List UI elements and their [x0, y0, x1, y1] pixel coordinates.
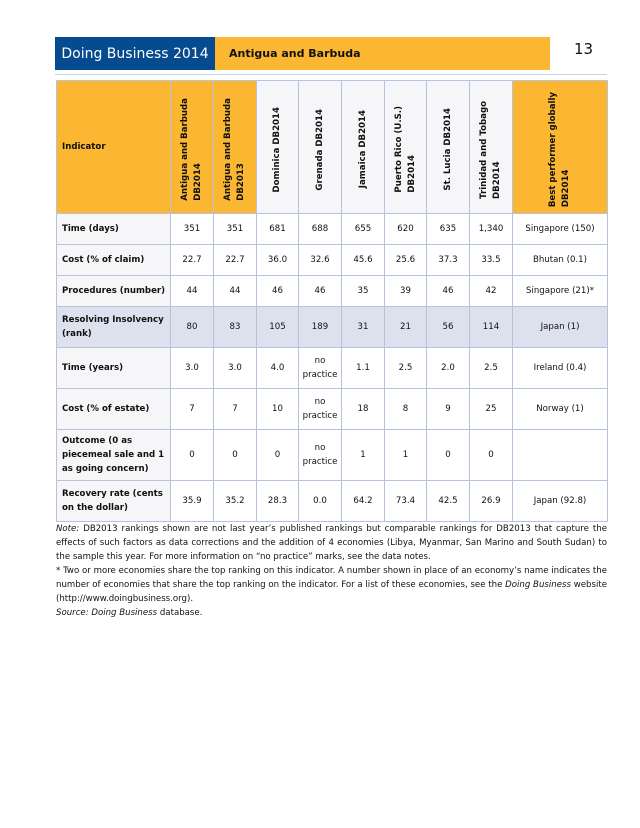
header-line-2: DB2014 [561, 169, 571, 208]
value-cell [257, 245, 299, 276]
indicator-label: Time (years) [57, 348, 171, 389]
column-header [385, 81, 427, 214]
cell-value: 25.6 [395, 255, 416, 265]
cell-value: 8 [402, 404, 409, 414]
value-cell [171, 481, 214, 522]
cell-value: 33.5 [481, 255, 501, 265]
value-cell [427, 430, 470, 481]
header-line-1: Antigua and Barbuda [180, 98, 190, 201]
cell-value: 1.1 [356, 363, 370, 373]
cell-value: 1,340 [478, 224, 504, 234]
table-header-row [57, 81, 608, 214]
footnote-text-end: website (http://www.doingbusiness.org). [56, 580, 608, 604]
value-cell [385, 481, 427, 522]
table-row [57, 348, 608, 389]
value-cell [427, 276, 470, 307]
header-line-1: Dominica DB2014 [272, 106, 282, 193]
value-cell [299, 389, 342, 430]
value-cell [470, 389, 513, 430]
value-cell [171, 214, 214, 245]
cell-value: 655 [354, 224, 372, 234]
best-performer-cell [513, 214, 608, 245]
cell-value: 35.2 [225, 496, 245, 506]
cell-value: 28.3 [267, 496, 288, 506]
cell-value: 22.7 [182, 255, 202, 265]
value-cell [257, 276, 299, 307]
value-cell [171, 307, 214, 348]
header-line-2: DB2014 [193, 163, 203, 201]
value-cell [299, 307, 342, 348]
value-cell [171, 430, 214, 481]
value-cell [342, 276, 385, 307]
cell-value: Japan (92.8) [533, 496, 587, 506]
cell-value: 73.4 [395, 496, 416, 506]
column-header [427, 81, 470, 214]
note-label: Note: [56, 524, 80, 534]
indicator-label: Cost (% of claim) [57, 245, 171, 276]
note-paragraph [56, 522, 607, 564]
resolving-insolvency-table [56, 80, 608, 522]
cell-value: 44 [186, 286, 198, 296]
column-header-label: Indicator [62, 142, 106, 152]
value-cell [342, 307, 385, 348]
indicator-label: Resolving Insolvency (rank) [57, 307, 171, 348]
value-cell [385, 348, 427, 389]
value-cell [299, 276, 342, 307]
value-cell [299, 430, 342, 481]
source-text: database. [157, 608, 203, 618]
value-cell [385, 430, 427, 481]
value-cell [385, 214, 427, 245]
column-header [513, 81, 608, 214]
cell-value: 31 [357, 322, 369, 332]
value-cell [342, 348, 385, 389]
header-line-1: Antigua and Barbuda [223, 98, 233, 201]
best-performer-cell [513, 430, 608, 481]
cell-value: 36.0 [267, 255, 288, 265]
cell-value: Singapore (21)* [525, 286, 595, 296]
footnote-text: * Two or more economies share the top ranking on this indicator. A number shown in place of an economy’s name indicates the number of economies that share the top ranking on the indicator. For a list of these economies, see the [56, 566, 607, 590]
value-cell [427, 245, 470, 276]
cell-value: 351 [226, 224, 244, 234]
cell-value: 681 [269, 224, 286, 234]
cell-value: 0 [274, 450, 281, 460]
cell-value: 46 [272, 286, 283, 296]
column-header-label [271, 99, 284, 193]
value-cell [214, 214, 257, 245]
cell-value: Norway (1) [536, 404, 584, 414]
cell-value: 35.9 [182, 496, 202, 506]
value-cell [214, 245, 257, 276]
value-cell [214, 430, 257, 481]
column-header [214, 81, 257, 214]
table-notes [56, 522, 607, 620]
cell-value: 21 [400, 322, 411, 332]
value-cell [470, 430, 513, 481]
indicator-label: Recovery rate (cents on the dollar) [57, 481, 171, 522]
value-cell [257, 481, 299, 522]
cell-value: 620 [397, 224, 414, 234]
cell-value: 7 [232, 404, 238, 414]
header-line-1: Best performer globally [548, 91, 558, 208]
column-header-label [357, 102, 370, 188]
cell-value: 351 [183, 224, 201, 234]
best-performer-cell [513, 348, 608, 389]
value-cell [427, 307, 470, 348]
value-cell [427, 481, 470, 522]
header-line-2: DB2014 [492, 160, 502, 199]
column-header-label [478, 93, 504, 199]
page-number: 13 [574, 40, 594, 58]
column-header-label [222, 90, 248, 201]
value-cell [257, 348, 299, 389]
cell-value: 42 [485, 286, 497, 296]
column-header-label [547, 84, 573, 207]
table-body [57, 214, 608, 522]
cell-value: 64.2 [353, 496, 373, 506]
cell-value: 7 [189, 404, 195, 414]
column-header [299, 81, 342, 214]
value-cell [342, 245, 385, 276]
value-cell [257, 307, 299, 348]
value-cell [470, 276, 513, 307]
table-row [57, 276, 608, 307]
best-performer-cell [513, 481, 608, 522]
header-divider [55, 74, 607, 75]
value-cell [214, 307, 257, 348]
value-cell [299, 245, 342, 276]
cell-value: 83 [229, 322, 241, 332]
cell-value: Japan (1) [540, 322, 580, 332]
indicator-label: Outcome (0 as piecemeal sale and 1 as going concern) [57, 430, 171, 481]
cell-value: 45.6 [353, 255, 373, 265]
cell-value: 1 [402, 450, 409, 460]
value-cell [342, 430, 385, 481]
value-cell [427, 389, 470, 430]
cell-value: 22.7 [225, 255, 245, 265]
column-header-label [393, 98, 419, 193]
value-cell [299, 214, 342, 245]
value-cell [171, 276, 214, 307]
value-cell [171, 348, 214, 389]
value-cell [470, 481, 513, 522]
table-row [57, 389, 608, 430]
cell-value: 189 [311, 322, 329, 332]
table-row [57, 214, 608, 245]
cell-value: 688 [311, 224, 329, 234]
column-header [342, 81, 385, 214]
cell-value: 0 [189, 450, 195, 460]
value-cell [299, 348, 342, 389]
value-cell [214, 276, 257, 307]
cell-value: 37.3 [438, 255, 458, 265]
value-cell [299, 481, 342, 522]
cell-value: 56 [442, 322, 454, 332]
header-line-1: Puerto Rico (U.S.) [393, 106, 404, 193]
value-cell [257, 214, 299, 245]
cell-value: Bhutan (0.1) [533, 255, 587, 265]
value-cell [257, 389, 299, 430]
table-row [57, 245, 608, 276]
cell-value: 9 [445, 404, 451, 414]
cell-value: no practice [302, 356, 338, 380]
cell-value: 105 [269, 322, 286, 332]
column-header [171, 81, 214, 214]
value-cell [427, 214, 470, 245]
value-cell [171, 245, 214, 276]
note-text: DB2013 rankings shown are not last year’s published rankings but comparable rankings for DB2013 that capture the effects of such factors as data corrections and the addition of 4 economies (Libya, Myanmar, San Marino and South Sudan) to the sample this year. For more information on “no practice” marks, see the data notes. [56, 524, 607, 562]
cell-value: 80 [186, 322, 198, 332]
value-cell [214, 389, 257, 430]
header-line-1: Jamaica DB2014 [357, 110, 368, 189]
cell-value: 0 [488, 450, 494, 460]
cell-value: 2.5 [398, 363, 413, 373]
value-cell [257, 430, 299, 481]
cell-value: 32.6 [310, 255, 330, 265]
value-cell [385, 389, 427, 430]
cell-value: 4.0 [270, 363, 285, 373]
cell-value: 114 [482, 322, 500, 332]
footnote-star [56, 564, 607, 606]
cell-value: 0 [232, 450, 238, 460]
page-header [55, 37, 550, 70]
cell-value: 39 [400, 286, 411, 296]
cell-value: 10 [272, 404, 283, 414]
table-row [57, 307, 608, 348]
best-performer-cell [513, 276, 608, 307]
cell-value: 26.9 [481, 496, 501, 506]
cell-value: 0.0 [313, 496, 327, 506]
value-cell [342, 389, 385, 430]
indicator-label: Procedures (number) [57, 276, 171, 307]
cell-value: 3.0 [185, 363, 199, 373]
table-row [57, 430, 608, 481]
value-cell [214, 481, 257, 522]
cell-value: 2.5 [484, 363, 498, 373]
column-header-indicator [57, 81, 171, 214]
value-cell [470, 245, 513, 276]
header-line-1: Trinidad and Tobago [479, 100, 489, 199]
cell-value: Singapore (150) [525, 224, 595, 234]
header-line-2: DB2014 [406, 155, 417, 193]
cell-value: 46 [442, 286, 454, 296]
cell-value: 35 [357, 286, 369, 296]
cell-value: 2.0 [441, 363, 455, 373]
best-performer-cell [513, 307, 608, 348]
publication-title: Doing Business 2014 [55, 37, 215, 70]
cell-value: 0 [445, 450, 451, 460]
value-cell [470, 214, 513, 245]
economy-title: Antigua and Barbuda [215, 37, 550, 70]
source-line [56, 606, 607, 620]
header-line-1: Grenada DB2014 [314, 108, 325, 191]
value-cell [342, 481, 385, 522]
column-header-label [442, 100, 455, 191]
cell-value: Ireland (0.4) [533, 363, 587, 373]
source-label: Source: Doing Business [56, 608, 158, 618]
value-cell [385, 307, 427, 348]
cell-value: 42.5 [438, 496, 458, 506]
cell-value: 44 [229, 286, 241, 296]
value-cell [342, 214, 385, 245]
cell-value: 635 [439, 224, 457, 234]
cell-value: no practice [302, 443, 338, 467]
column-header-label [314, 101, 327, 191]
cell-value: 25 [485, 404, 497, 414]
column-header [470, 81, 513, 214]
cell-value: 46 [314, 286, 326, 296]
cell-value: 18 [357, 404, 369, 414]
value-cell [427, 348, 470, 389]
value-cell [385, 245, 427, 276]
best-performer-cell [513, 389, 608, 430]
table-row [57, 481, 608, 522]
cell-value: 1 [360, 450, 366, 460]
value-cell [171, 389, 214, 430]
best-performer-cell [513, 245, 608, 276]
header-line-2: DB2013 [236, 163, 246, 201]
value-cell [470, 307, 513, 348]
header-line-1: St. Lucia DB2014 [442, 108, 453, 191]
cell-value: no practice [302, 397, 338, 421]
indicator-label: Cost (% of estate) [57, 389, 171, 430]
cell-value: 3.0 [228, 363, 242, 373]
value-cell [470, 348, 513, 389]
value-cell [385, 276, 427, 307]
value-cell [214, 348, 257, 389]
footnote-italic: Doing Business [505, 580, 571, 590]
column-header [257, 81, 299, 214]
column-header-label [179, 90, 205, 201]
indicator-label: Time (days) [57, 214, 171, 245]
